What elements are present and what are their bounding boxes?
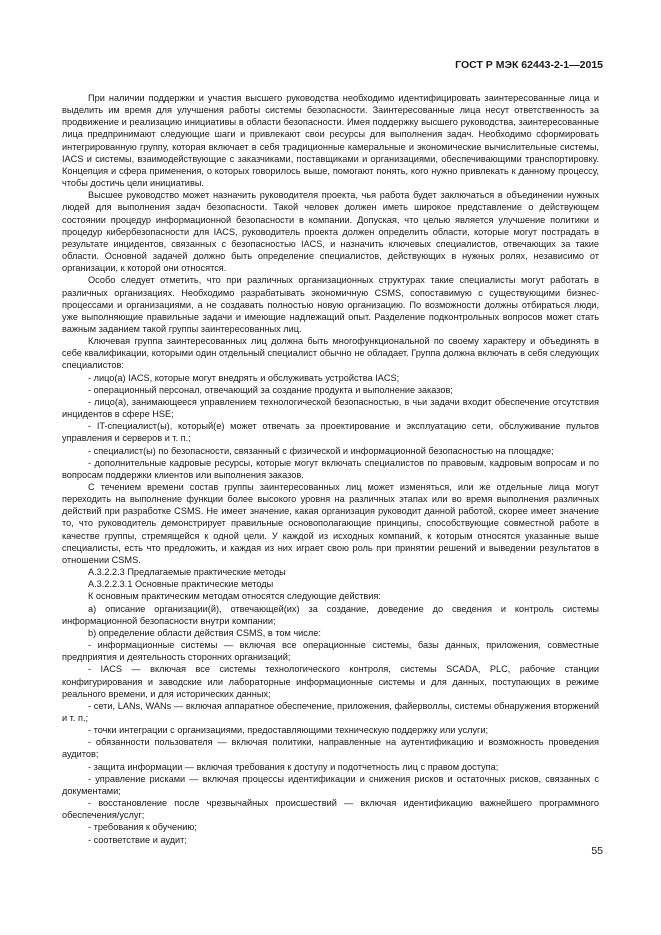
paragraph: Ключевая группа заинтересованных лиц должна быть многофункциональной по своему характеру и объединять в себе квалификации, которыми один отдельный специалист обычно не обладает. Группа должна включать в себя следующих специалистов:	[62, 336, 599, 371]
list-item: - информационные системы — включая все операционные системы, базы данных, приложения, совместные предприятия и деятельность сторонних организаций;	[62, 640, 599, 663]
list-item: - специалист(ы) по безопасности, связанный с физической и информационной безопасностью на площадке;	[88, 445, 554, 456]
list-item: - восстановление после чрезвычайных происшествий — включая идентификацию важнейшего программного обеспечения/услуг;	[62, 798, 599, 821]
list-item: b) определение области действия CSMS, в том числе:	[88, 627, 321, 638]
list-item: - операционный персонал, отвечающий за создание продукта и выполнение заказов;	[88, 384, 453, 395]
paragraph: Высшее руководство может назначить руководителя проекта, чья работа будет заключаться в объединении нужных людей для выполнения задач безопасности. Такой человек должен иметь широкое представление о действующем состоянии процедур информационной безопасности в компании. Допуская, что целью является улучшение политики и процедур кибербезопасности для IACS, руководитель проекта должен определить области, которые могут пострадать в результате инцидентов, связанных с безопасностью IACS, и назначить ключевых специалистов, отвечающих за такие области. Основной задачей должно быть определение специалистов, действующих в нужных ролях, независимо от организации, к которой они относятся.	[62, 190, 599, 274]
section-heading: А.3.2.2.3.1 Основные практические методы	[88, 579, 274, 590]
list-item: - обязанности пользователя — включая политики, направленные на аутентификацию и возможность проведения аудитов;	[62, 737, 599, 760]
list-item: - лицо(а), занимающееся управлением технологической безопасностью, в чьи задачи входит обеспечение отсутствия инцидентов в сфере HSE;	[62, 396, 599, 420]
list-item: - IACS — включая все системы технологического контроля, системы SCADA, PLC, рабочие станции конфигурирования и заводские или лабораторные информационные системы и для данных, поступающих в режиме реального времени, и для исторических данных;	[62, 664, 599, 699]
list-item: - соответствие и аудит;	[88, 834, 187, 845]
list-item: а) описание организации(й), отвечающей(их) за создание, доведение до сведения и контроль системы информационной безопасности внутри компании;	[62, 603, 599, 626]
page-number: 55	[591, 845, 603, 857]
list-item: - требования к обучению;	[88, 822, 197, 833]
paragraph: С течением времени состав группы заинтересованных лиц может изменяться, или же отдельные лица могут переходить на выполнение функции более высокого уровня на различных этапах или во время выполнения различных действий при разработке CSMS. Не имеет значение, какая организация руководит данной работой, скорее имеет значение то, что руководитель демонстрирует правильные основополагающие принципы, способствующие совместной работе в качестве группы, стремящейся к одной цели. У каждой из исходных компаний, к которым относятся указанные выше специалисты, есть что предложить, и каждая из них играет свою роль при принятии решений и выведении результатов в отношении CSMS.	[62, 482, 599, 565]
list-item: - сети, LANs, WANs — включая аппаратное обеспечение, приложения, файерволлы, системы обнаружения вторжений и т. п.;	[62, 700, 599, 723]
section-heading: А.3.2.2.3 Предлагаемые практические методы	[88, 567, 286, 578]
list-item: - управление рисками — включая процессы идентификации и снижения рисков и остаточных рисков, связанных с документами;	[62, 773, 599, 796]
paragraph: К основным практическим методам относятся следующие действия:	[88, 591, 381, 602]
paragraph: При наличии поддержки и участия высшего руководства необходимо идентифицировать заинтересованные лица и выделить им время для улучшения работы системы безопасности. Заинтересованные лица несут ответственность за продвижение и реализацию инициативы в области безопасности. Имея поддержку высшего руководства, заинтересованные лица предпринимают следующие шаги и привлекают свои ресурсы для выполнения задач. Необходимо сформировать интегрированную группу, которая включает в себя традиционные камеральные и экономические вычислительные системы, IACS и системы, взаимодействующие с заказчиками, поставщиками и организациями, обеспечивающими транспортировку. Концепция и сфера применения, о которых говорилось выше, помогают понять, кого нужно привлекать к данному процессу, чтобы достичь цели инициативы.	[62, 93, 599, 189]
list-item: - лицо(а) IACS, которые могут внедрять и обслуживать устройства IACS;	[88, 372, 400, 383]
list-item: - защита информации — включая требования к доступу и подотчетность лиц с правом доступа;	[88, 761, 499, 772]
list-item: - дополнительные кадровые ресурсы, которые могут включать специалистов по правовым, кадровым вопросам и по вопросам поддержки клиентов или выполнения заказов.	[62, 457, 599, 480]
body-text	[62, 92, 599, 846]
list-item: - IT-специалист(ы), который(е) может отвечать за проектирование и эксплуатацию сети, обслуживание пультов управления и серверов и т. п.;	[62, 421, 599, 444]
document-header: ГОСТ Р МЭК 62443-2-1—2015	[455, 59, 603, 71]
list-item: - точки интеграции с организациями, предоставляющими техническую поддержку или услуги;	[88, 725, 489, 736]
paragraph: Особо следует отметить, что при различных организационных структурах такие специалисты могут работать в различных организациях. Необходимо разрабатывать экономичную CSMS, сопоставимую с существующими бизнес-процессами и организациями, а не создавать полностью новую организацию. По возможности должны отбираться люди, уже выполняющие правильные задачи и имеющие надлежащий опыт. Разделение подконтрольных вопросов может стать важным заданием такой группы заинтересованных лиц.	[62, 275, 599, 334]
